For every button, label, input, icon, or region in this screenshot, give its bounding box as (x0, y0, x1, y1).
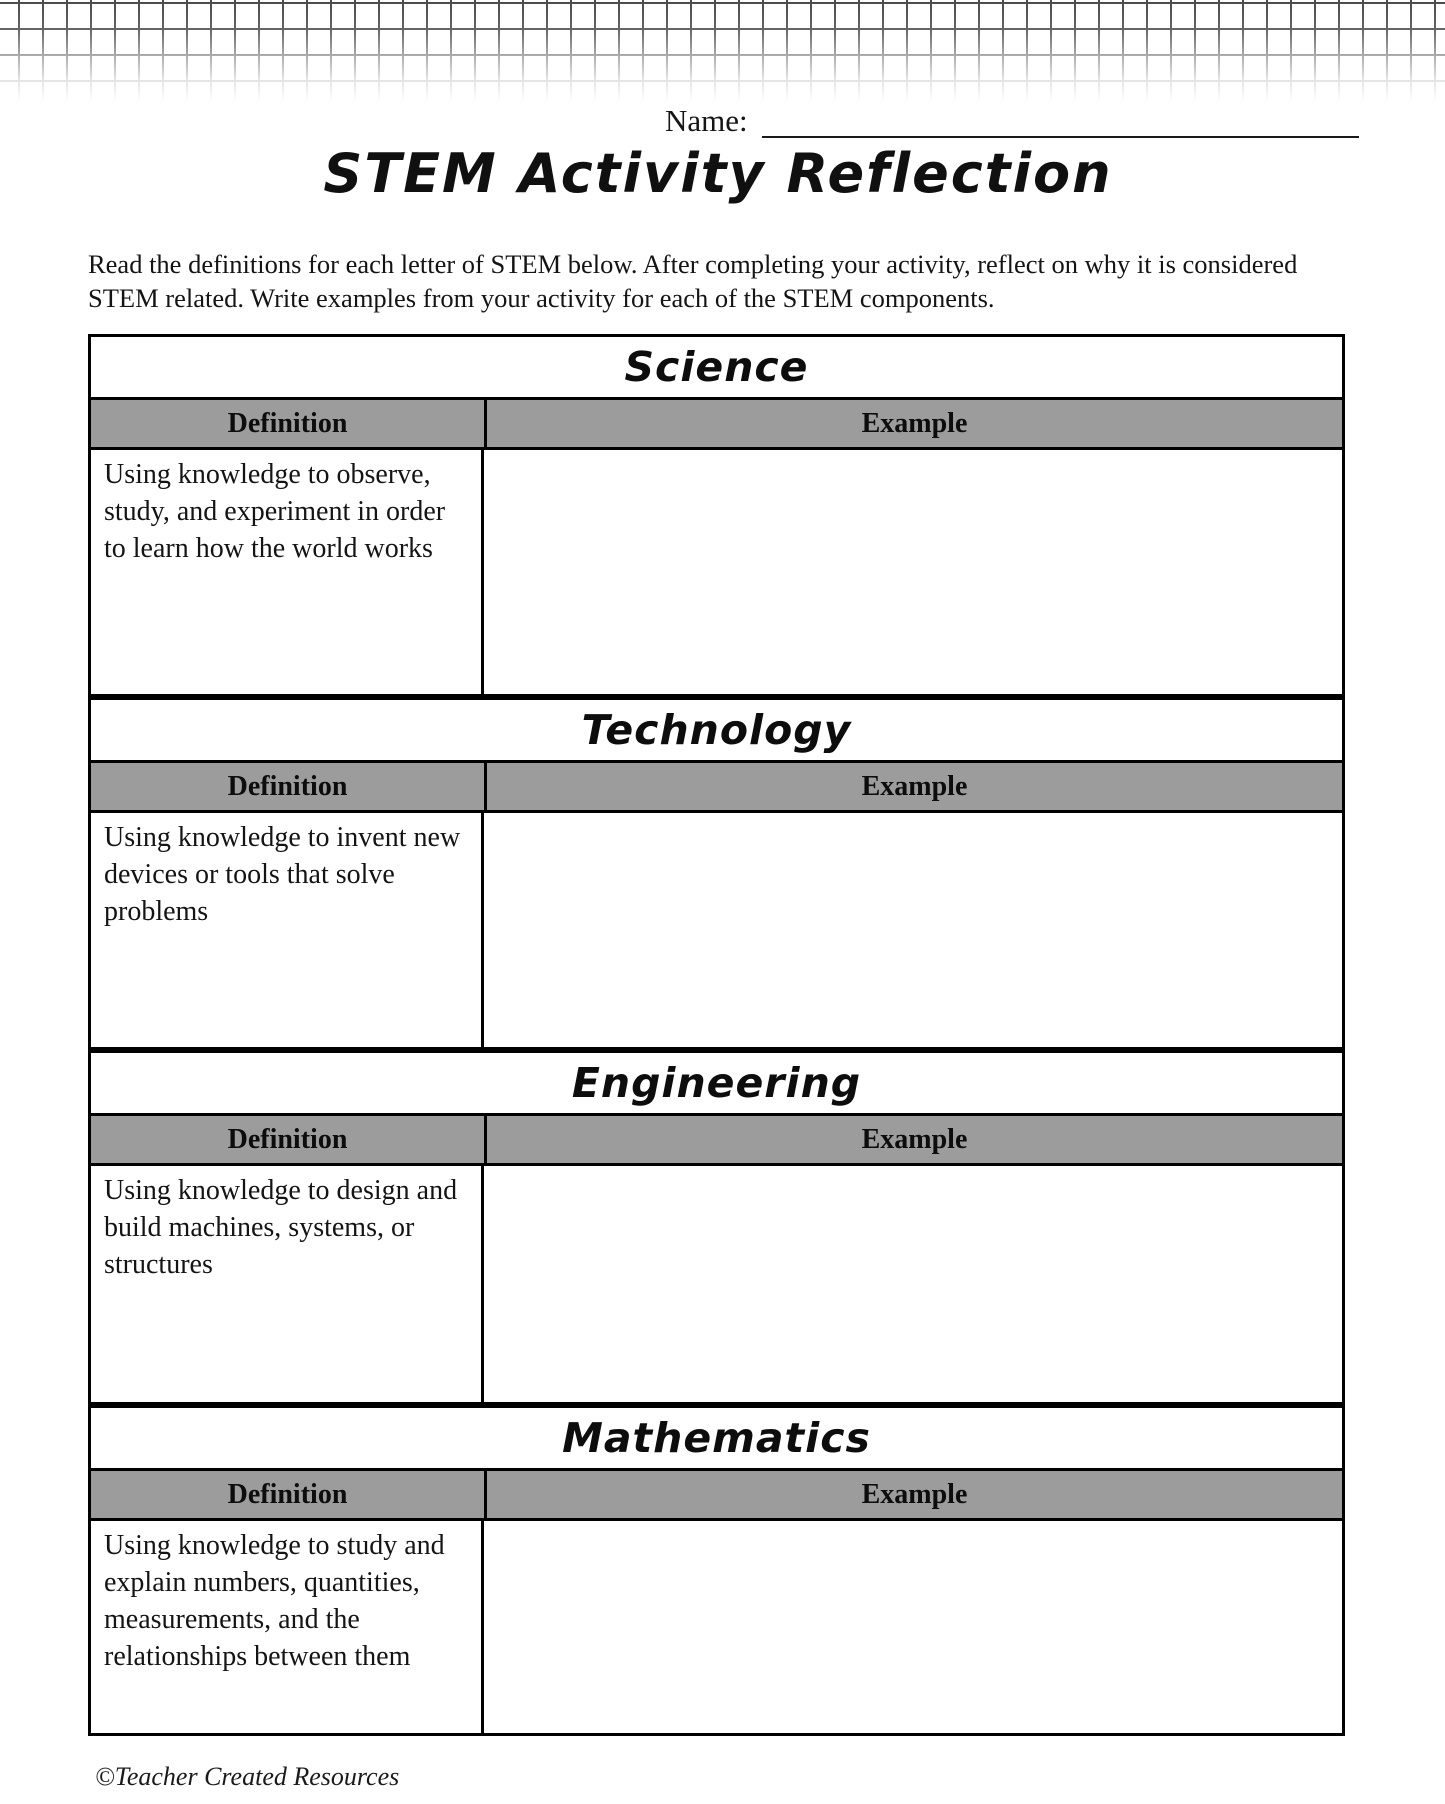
section-body-row (91, 1521, 1342, 1733)
stem-table (88, 334, 1345, 1736)
page-title: STEM Activity Reflection (323, 142, 1113, 205)
definition-text-science: Using knowledge to observe, study, and experiment in order to learn how the world works (91, 450, 484, 694)
section-title-engineering: Engineering (91, 1053, 1342, 1116)
definition-text-engineering: Using knowledge to design and build machines, systems, or structures (91, 1166, 484, 1402)
section-body-row (91, 813, 1342, 1047)
graph-paper-fade-overlay (0, 0, 1445, 102)
name-label: Name: (665, 103, 748, 138)
section-title-mathematics: Mathematics (91, 1408, 1342, 1471)
column-header-row (91, 1471, 1342, 1521)
section-technology (88, 697, 1345, 1050)
definition-column-header: Definition (91, 1116, 487, 1163)
example-write-in-area-science[interactable] (484, 450, 1342, 694)
publisher-credit: ©Teacher Created Resources (95, 1762, 400, 1791)
section-title-science: Science (91, 337, 1342, 400)
example-column-header: Example (861, 1478, 968, 1510)
section-title-technology: Technology (91, 700, 1342, 763)
section-mathematics (88, 1405, 1345, 1736)
section-body-row (91, 450, 1342, 694)
column-header-row (91, 400, 1342, 450)
section-engineering (88, 1050, 1345, 1405)
definition-column-header: Definition (91, 763, 487, 810)
column-header-row (91, 1116, 1342, 1166)
example-column-header: Example (861, 407, 968, 439)
section-body-row (91, 1166, 1342, 1402)
example-write-in-area-technology[interactable] (484, 813, 1342, 1047)
example-write-in-area-mathematics[interactable] (484, 1521, 1342, 1733)
definition-text-mathematics: Using knowledge to study and explain numbers, quantities, measurements, and the relationships between them (91, 1521, 484, 1733)
name-fill-in-line[interactable] (762, 104, 1359, 138)
name-row (665, 104, 1359, 138)
example-write-in-area-engineering[interactable] (484, 1166, 1342, 1402)
graph-paper-banner (0, 0, 1445, 102)
example-column-header: Example (861, 1123, 968, 1155)
section-science (88, 334, 1345, 697)
definition-column-header: Definition (91, 400, 487, 447)
definition-text-technology: Using knowledge to invent new devices or tools that solve problems (91, 813, 484, 1047)
column-header-row (91, 763, 1342, 813)
instructions-text: Read the definitions for each letter of STEM below. After completing your activity, reflect on why it is considered STEM related. Write examples from your activity for each of the STEM components. (88, 248, 1298, 314)
example-column-header: Example (861, 770, 968, 802)
definition-column-header: Definition (91, 1471, 487, 1518)
